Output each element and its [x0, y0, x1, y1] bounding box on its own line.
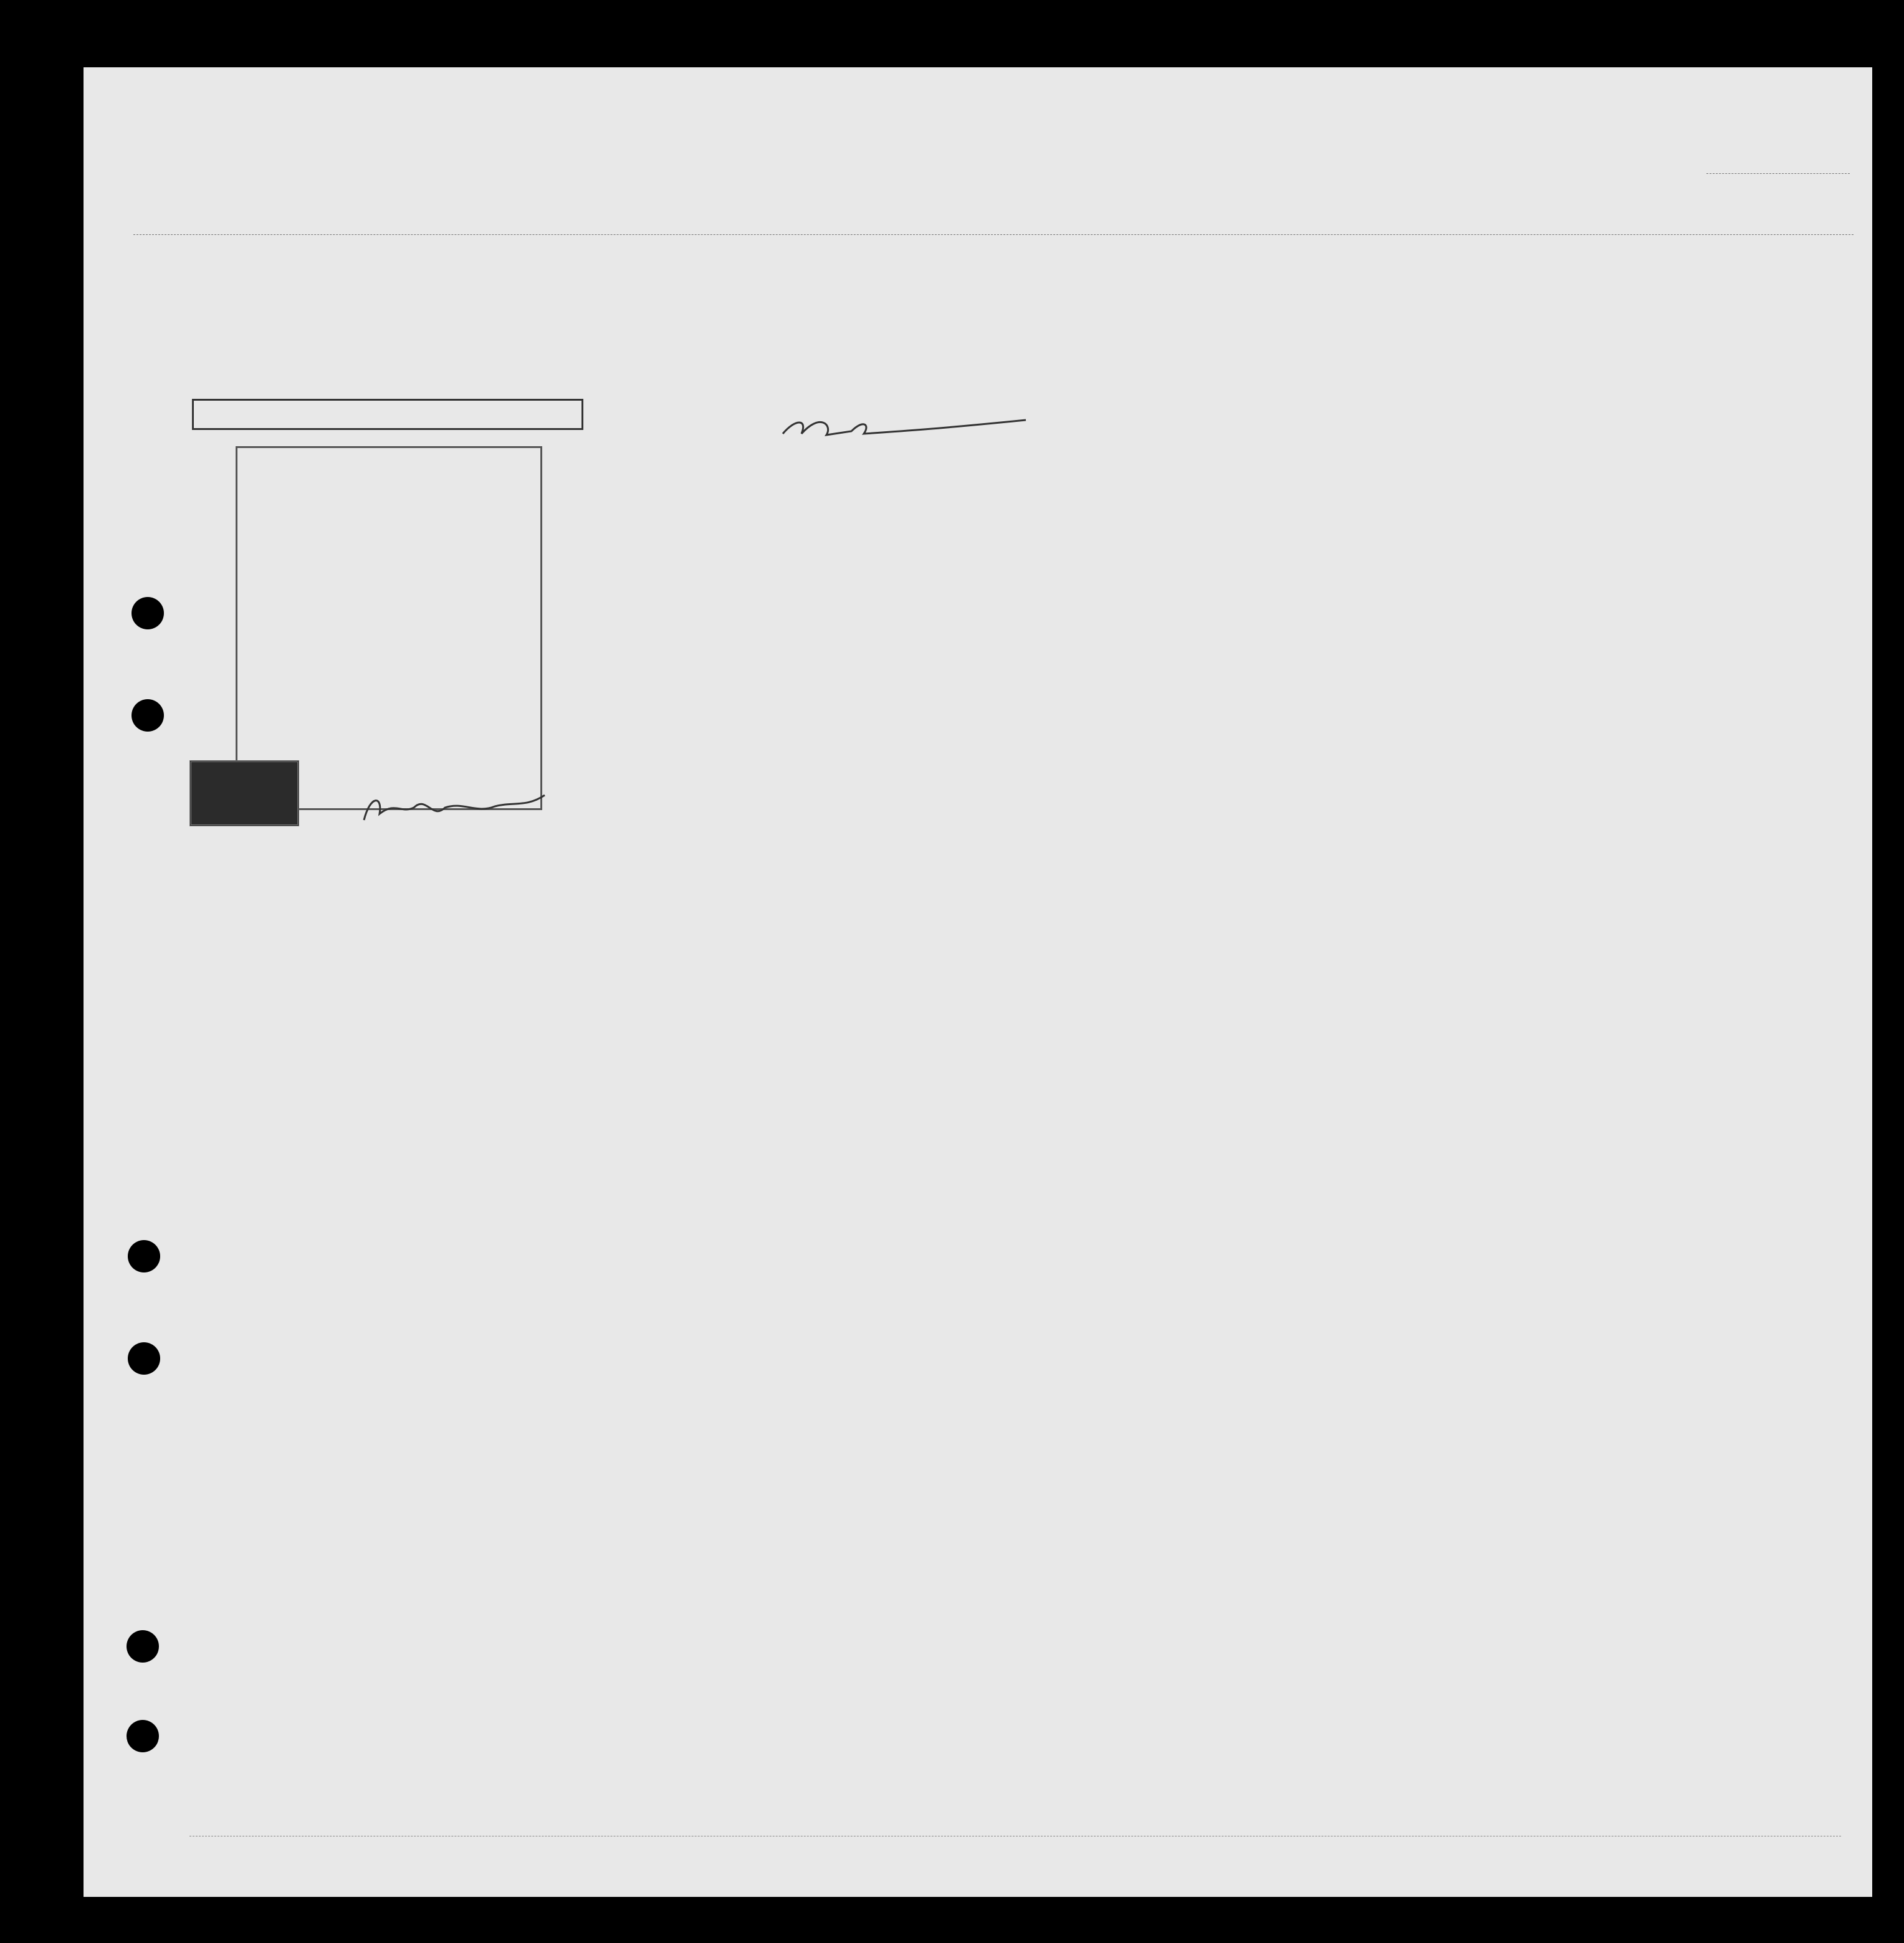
visa-stamp [236, 446, 542, 810]
col5-header [921, 258, 1127, 269]
col2-header [163, 258, 691, 269]
col6-header [1128, 258, 1190, 264]
punch-hole [128, 1342, 160, 1375]
col11-header [1720, 258, 1888, 272]
handwritten-initials [777, 406, 1038, 444]
punch-hole [132, 597, 164, 629]
col9-header [1425, 258, 1547, 259]
col8-header [1324, 258, 1423, 259]
sheet-number-line [1706, 173, 1850, 174]
closed-with-stamp [192, 399, 583, 430]
manifest-sheet [84, 67, 1872, 1897]
punch-hole [127, 1720, 159, 1752]
fee-stamp [189, 760, 299, 826]
consul-signature [358, 789, 557, 833]
punch-hole [132, 699, 164, 732]
col4-header [779, 258, 920, 278]
col7-header [1193, 258, 1311, 264]
punch-hole [127, 1630, 159, 1663]
punch-hole [128, 1240, 160, 1272]
col1-header [127, 258, 162, 287]
col3-header-box [694, 258, 775, 270]
voyage-line [133, 234, 1854, 235]
col10-header [1549, 258, 1718, 269]
